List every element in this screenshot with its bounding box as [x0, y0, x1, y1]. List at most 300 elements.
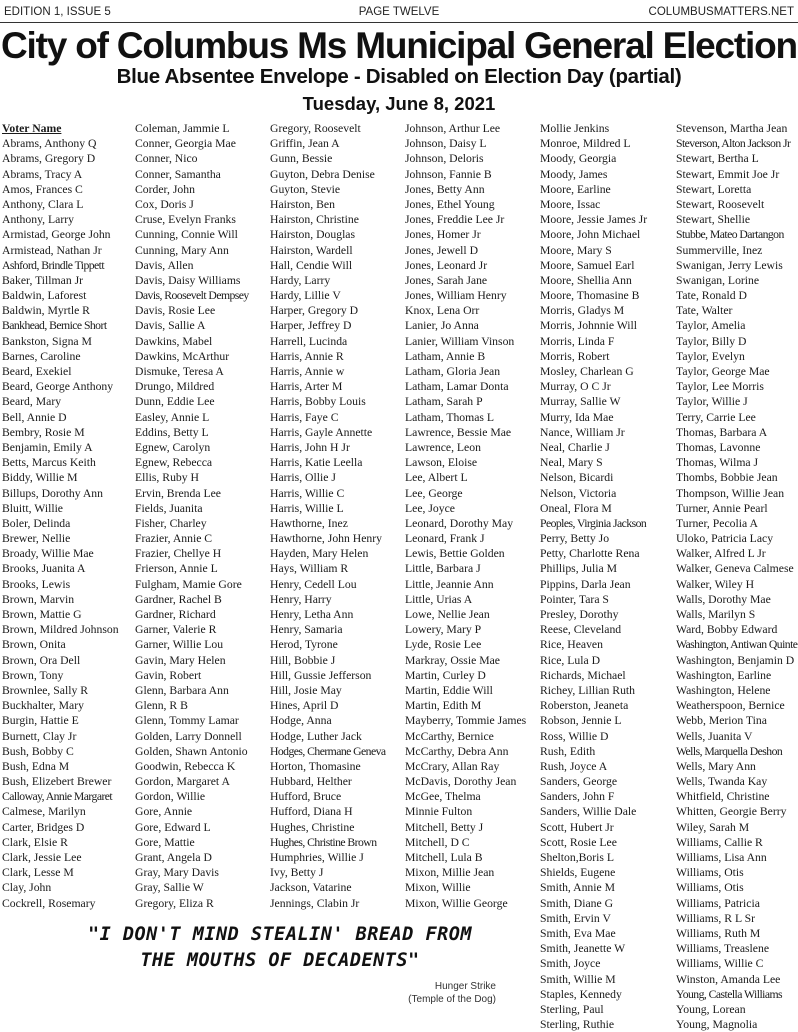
- voter-name: Uloko, Patricia Lacy: [676, 532, 774, 546]
- voter-name: Oneal, Flora M: [540, 501, 612, 515]
- voter-name: Stubbe, Mateo Dartangon: [676, 228, 784, 242]
- voter-name: Shelton,Boris L: [540, 851, 615, 864]
- voter-name: Wells, Mary Ann: [676, 759, 756, 773]
- voter-name: Scott, Hubert Jr: [540, 820, 614, 834]
- voter-name: Hairston, Ben: [270, 197, 335, 211]
- voter-name: Biddy, Willie M: [2, 471, 78, 485]
- voter-name: Abrams, Gregory D: [2, 152, 96, 166]
- voter-name: Gray, Sallie W: [135, 881, 204, 895]
- voter-name: Morris, Gladys M: [540, 304, 625, 318]
- voter-name: Little, Jeannie Ann: [405, 577, 494, 591]
- voter-name: Fields, Juanita: [135, 501, 203, 515]
- voter-name: Lee, Joyce: [405, 501, 455, 515]
- voter-name: Armistad, George John: [2, 228, 111, 242]
- voter-name: Harris, Arter M: [270, 380, 343, 394]
- voter-name: Terry, Carrie Lee: [676, 410, 756, 424]
- voter-name: Conner, Samantha: [135, 167, 221, 181]
- voter-name: Tate, Ronald D: [676, 289, 747, 303]
- voter-name: Harris, John H Jr: [270, 440, 350, 454]
- voter-name: Ward, Bobby Edward: [676, 623, 778, 637]
- voter-name: Glenn, Tommy Lamar: [135, 714, 239, 728]
- voter-name: Brown, Marvin: [2, 592, 75, 606]
- voter-name: Frazier, Chellye H: [135, 547, 222, 561]
- voter-name: Hayden, Mary Helen: [270, 547, 369, 561]
- voter-name: Monroe, Mildred L: [540, 137, 631, 151]
- voter-name: Stevenson, Martha Jean: [676, 122, 788, 135]
- voter-name: Jennings, Clabin Jr: [270, 896, 360, 910]
- voter-name: Harper, Gregory D: [270, 304, 359, 318]
- voter-name: Hughes, Christine Brown: [270, 835, 377, 849]
- voter-name: Washington, Benjamin D: [676, 653, 795, 667]
- voter-name: Garner, Willie Lou: [135, 638, 224, 652]
- voter-name: Anthony, Larry: [2, 213, 74, 227]
- voter-name: Harris, Willie L: [270, 501, 344, 515]
- voter-name: Hill, Bobbie J: [270, 653, 336, 667]
- voter-name: Brooks, Lewis: [2, 577, 71, 591]
- voter-name: Drungo, Mildred: [135, 380, 215, 394]
- voter-name: Beard, George Anthony: [2, 380, 114, 394]
- voter-name: Brown, Tony: [2, 668, 64, 682]
- voter-name: Mixon, Willie: [405, 881, 471, 895]
- voter-name: Harper, Jeffrey D: [270, 319, 352, 333]
- voter-name: Cunning, Mary Ann: [135, 243, 229, 257]
- voter-name: Davis, Sallie A: [135, 319, 206, 333]
- voter-name: Bembry, Rosie M: [2, 425, 85, 439]
- voter-name: Richey, Lillian Ruth: [540, 683, 636, 697]
- voter-name: Markray, Ossie Mae: [405, 653, 500, 667]
- voter-name: Brown, Mildred Johnson: [2, 623, 119, 637]
- voter-name: Lawson, Eloise: [405, 456, 478, 470]
- voter-name: Leonard, Dorothy May: [405, 516, 514, 530]
- voter-name: Brown, Mattie G: [2, 608, 82, 621]
- voter-name: Murray, O C Jr: [540, 380, 611, 394]
- voter-name: Gregory, Eliza R: [135, 896, 214, 910]
- voter-name: Turner, Annie Pearl: [676, 501, 768, 515]
- voter-name: Bush, Edna M: [2, 759, 70, 773]
- voter-name: Bankhead, Bernice Short: [2, 319, 107, 333]
- voter-name: Moody, James: [540, 167, 608, 181]
- voter-name: Easley, Annie L: [135, 410, 210, 424]
- voter-name: Harris, Bobby Louis: [270, 395, 366, 409]
- voter-name: Ellis, Ruby H: [135, 471, 199, 485]
- voter-name: Nelson, Bicardi: [540, 471, 614, 485]
- voter-name: Minnie Fulton: [405, 805, 473, 819]
- voter-name: Sanders, George: [540, 775, 618, 789]
- voter-name: Nance, William Jr: [540, 425, 625, 439]
- voter-name: Bush, Elizebert Brewer: [2, 775, 112, 789]
- voter-name: Williams, Willie C: [676, 957, 764, 971]
- voter-name: Moody, Georgia: [540, 152, 617, 166]
- voter-name: Ross, Willie D: [540, 729, 609, 743]
- quote-song: Hunger Strike: [434, 981, 496, 992]
- voter-name: Staples, Kennedy: [540, 987, 622, 1001]
- voter-name: Grant, Angela D: [135, 851, 212, 864]
- voter-name: Benjamin, Emily A: [2, 440, 93, 454]
- voter-name: Goodwin, Rebecca K: [135, 759, 236, 773]
- voter-name: Gore, Mattie: [135, 835, 195, 849]
- voter-name: Guyton, Debra Denise: [270, 167, 375, 181]
- voter-name: Martin, Eddie Will: [405, 683, 493, 697]
- voter-name: Petty, Charlotte Rena: [540, 547, 640, 561]
- voter-name: Jones, Leonard Jr: [405, 258, 488, 272]
- voter-column-1: [2, 121, 142, 911]
- voter-name: Harris, Ollie J: [270, 471, 336, 485]
- voter-name: Harris, Annie R: [270, 349, 344, 363]
- voter-name: Broady, Willie Mae: [2, 547, 94, 561]
- voter-name: Turner, Pecolia A: [676, 516, 758, 530]
- quote-line-1: "I DON'T MIND STEALIN' BREAD FROM: [87, 924, 473, 945]
- voter-name: Gardner, Rachel B: [135, 592, 222, 606]
- voter-name: Lawrence, Bessie Mae: [405, 425, 512, 439]
- quote-attribution: [330, 980, 496, 1006]
- voter-name: Hubbard, Helther: [270, 775, 352, 789]
- voter-name: Stewart, Roosevelt: [676, 197, 765, 211]
- voter-name: Baldwin, Myrtle R: [2, 304, 90, 318]
- voter-name: Glenn, Barbara Ann: [135, 683, 229, 697]
- voter-name: Leonard, Frank J: [405, 532, 485, 546]
- voter-name: Williams, R L Sr: [676, 911, 755, 925]
- voter-name: Ashford, Brindle Tippett: [2, 258, 105, 272]
- voter-name: Hairston, Wardell: [270, 243, 353, 257]
- voter-name: Taylor, Lee Morris: [676, 380, 764, 394]
- voter-name: Peoples, Virginia Jackson: [540, 516, 647, 530]
- voter-name: Fisher, Charley: [135, 516, 207, 530]
- voter-name: Davis, Rosie Lee: [135, 304, 216, 318]
- voter-name: Whitfield, Christine: [676, 790, 770, 804]
- quote-band: (Temple of the Dog): [408, 994, 496, 1005]
- pull-quote: [45, 922, 515, 974]
- voter-name: Betts, Marcus Keith: [2, 456, 96, 470]
- voter-name: Harris, Annie w: [270, 365, 345, 378]
- voter-name: Mitchell, Lula B: [405, 851, 483, 864]
- voter-name: Corder, John: [135, 182, 195, 196]
- voter-name: Taylor, George Mae: [676, 365, 770, 378]
- voter-name: Rush, Edith: [540, 744, 596, 758]
- voter-name: McCarthy, Debra Ann: [405, 744, 509, 758]
- voter-name: Sanders, John F: [540, 790, 615, 804]
- voter-name: Ivy, Betty J: [270, 866, 324, 880]
- voter-name: Frazier, Annie C: [135, 532, 213, 546]
- voter-name: Moore, Earline: [540, 182, 611, 196]
- voter-name: Brewer, Nellie: [2, 532, 71, 546]
- voter-name: Humphries, Willie J: [270, 851, 364, 864]
- voter-name: Mitchell, D C: [405, 835, 470, 849]
- voter-name: McGee, Thelma: [405, 790, 481, 804]
- voter-name: Summerville, Inez: [676, 243, 763, 257]
- voter-name: Johnson, Deloris: [405, 152, 484, 166]
- voter-name: Hodges, Chermane Geneva: [270, 744, 386, 758]
- voter-name: Hufford, Diana H: [270, 805, 353, 819]
- voter-name: Fulgham, Mamie Gore: [135, 577, 242, 591]
- voter-name: Mayberry, Tommie James: [405, 714, 527, 728]
- voter-name: Smith, Ervin V: [540, 911, 611, 925]
- page-header-bar: [0, 0, 798, 22]
- voter-name: Jones, Freddie Lee Jr: [405, 213, 505, 227]
- voter-name: Moore, Jessie James Jr: [540, 213, 648, 227]
- voter-name: Roberston, Jeaneta: [540, 699, 629, 713]
- voter-name: Martin, Edith M: [405, 699, 482, 713]
- voter-name: Washington, Antiwan Quinte: [676, 638, 798, 652]
- voter-name: Williams, Callie R: [676, 835, 763, 849]
- voter-name: Latham, Sarah P: [405, 395, 483, 409]
- voter-name: Harris, Katie Leella: [270, 456, 363, 470]
- voter-name: Rush, Joyce A: [540, 759, 608, 773]
- voter-name: Griffin, Jean A: [270, 137, 340, 151]
- voter-name: Lanier, Jo Anna: [405, 319, 479, 333]
- voter-name: Walls, Dorothy Mae: [676, 592, 771, 606]
- voter-name: Moore, Shellia Ann: [540, 273, 632, 287]
- voter-name: McDavis, Dorothy Jean: [405, 775, 517, 789]
- voter-name: Glenn, R B: [135, 699, 188, 713]
- voter-name: Davis, Allen: [135, 258, 194, 272]
- voter-name: Thompson, Willie Jean: [676, 486, 785, 500]
- voter-name: Clark, Elsie R: [2, 835, 68, 849]
- voter-name: Rice, Heaven: [540, 638, 603, 652]
- voter-name: Swanigan, Jerry Lewis: [676, 258, 783, 272]
- voter-name: Jackson, Vatarine: [270, 881, 352, 895]
- voter-name: Winston, Amanda Lee: [676, 972, 781, 986]
- voter-name: Eddins, Betty L: [135, 425, 209, 439]
- voter-name: Whitten, Georgie Berry: [676, 805, 787, 819]
- voter-name: Rice, Lula D: [540, 653, 601, 667]
- voter-name: Brown, Ora Dell: [2, 653, 81, 667]
- voter-name: Stewart, Bertha L: [676, 152, 759, 166]
- voter-name: Abrams, Tracy A: [2, 167, 83, 181]
- voter-name: Gardner, Richard: [135, 608, 216, 621]
- voter-name: Pippins, Darla Jean: [540, 577, 631, 591]
- voter-name: Williams, Otis: [676, 866, 744, 880]
- voter-name: Steverson, Alton Jackson Jr: [676, 137, 791, 151]
- voter-name: Gavin, Mary Helen: [135, 653, 226, 667]
- voter-name: Washington, Earline: [676, 668, 772, 682]
- voter-name: Pointer, Tara S: [540, 592, 609, 606]
- voter-name: Burnett, Clay Jr: [2, 729, 77, 743]
- voter-name: Shields, Eugene: [540, 866, 616, 880]
- voter-name: Phillips, Julia M: [540, 562, 617, 576]
- voter-name: Clark, Lesse M: [2, 866, 74, 880]
- voter-name: Jones, Homer Jr: [405, 228, 481, 242]
- voter-name: Henry, Letha Ann: [270, 608, 354, 621]
- voter-name: Thomas, Barbara A: [676, 425, 768, 439]
- voter-name: Smith, Jeanette W: [540, 942, 626, 956]
- voter-name: Cunning, Connie Will: [135, 228, 238, 242]
- page-title: City of Columbus Ms Municipal General Election: [1, 25, 797, 66]
- voter-name: Horton, Thomasine: [270, 759, 361, 773]
- voter-name: Lewis, Bettie Golden: [405, 547, 505, 561]
- voter-name: Washington, Helene: [676, 683, 771, 697]
- voter-name: Dawkins, McArthur: [135, 349, 230, 363]
- voter-name: Knox, Lena Orr: [405, 304, 480, 318]
- voter-name: Williams, Patricia: [676, 896, 760, 910]
- voter-name: Hardy, Larry: [270, 273, 331, 287]
- voter-name: Young, Lorean: [676, 1002, 746, 1016]
- voter-name: Wells, Twanda Kay: [676, 775, 768, 789]
- voter-name: Lowery, Mary P: [405, 623, 482, 637]
- voter-name: McCrary, Allan Ray: [405, 759, 500, 773]
- voter-name: Neal, Charlie J: [540, 440, 610, 454]
- voter-name: Hawthorne, Inez: [270, 516, 348, 530]
- voter-name: Morris, Robert: [540, 349, 610, 363]
- voter-name: Williams, Lisa Ann: [676, 851, 767, 864]
- voter-name: Billups, Dorothy Ann: [2, 486, 103, 500]
- voter-name: Moore, Issac: [540, 197, 601, 211]
- voter-name: Little, Urias A: [405, 592, 473, 606]
- voter-name: Golden, Larry Donnell: [135, 729, 242, 743]
- voter-name: Henry, Samaria: [270, 623, 343, 637]
- voter-name: Garner, Valerie R: [135, 623, 217, 637]
- voter-name: Smith, Eva Mae: [540, 926, 616, 940]
- voter-name: Frierson, Annie L: [135, 562, 218, 576]
- voter-name: Williams, Treaslene: [676, 942, 770, 956]
- voter-name: Robson, Jennie L: [540, 714, 622, 728]
- voter-name: Hufford, Bruce: [270, 790, 342, 804]
- voter-name: Hawthorne, John Henry: [270, 532, 382, 546]
- voter-column-4: [405, 121, 545, 911]
- site-url: COLUMBUSMATTERS.NET: [648, 6, 794, 18]
- quote-line-2: THE MOUTHS OF DECADENTS": [140, 950, 420, 971]
- voter-name: Wells, Marquella Deshon: [676, 744, 783, 758]
- voter-name: Swanigan, Lorine: [676, 273, 760, 287]
- voter-name: Smith, Diane G: [540, 896, 614, 910]
- voter-column-5: [540, 121, 680, 1032]
- voter-name: Lee, George: [405, 486, 463, 500]
- voter-name: Thombs, Bobbie Jean: [676, 471, 778, 485]
- voter-name: Gregory, Roosevelt: [270, 122, 361, 135]
- voter-name: Hill, Gussie Jefferson: [270, 668, 372, 682]
- voter-name: Walls, Marilyn S: [676, 608, 756, 621]
- voter-name: Stewart, Loretta: [676, 182, 752, 196]
- voter-name: Guyton, Stevie: [270, 182, 341, 196]
- voter-name: Beard, Exekiel: [2, 365, 72, 378]
- voter-name: Sterling, Paul: [540, 1002, 604, 1016]
- voter-name: Walker, Alfred L Jr: [676, 547, 766, 561]
- voter-name: Golden, Shawn Antonio: [135, 744, 248, 758]
- voter-name: Murry, Ida Mae: [540, 410, 614, 424]
- voter-name: Smith, Annie M: [540, 881, 616, 895]
- voter-name: Amos, Frances C: [2, 182, 83, 196]
- voter-name: Cockrell, Rosemary: [2, 896, 96, 910]
- voter-name: Latham, Lamar Donta: [405, 380, 509, 394]
- voter-name: Clay, John: [2, 881, 52, 895]
- voter-name: Cox, Doris J: [135, 197, 194, 211]
- voter-name: Gore, Edward L: [135, 820, 211, 834]
- voter-name: Thomas, Lavonne: [676, 440, 761, 454]
- voter-name: Lee, Albert L: [405, 471, 468, 485]
- voter-name: Ervin, Brenda Lee: [135, 486, 221, 500]
- voter-name: Gordon, Willie: [135, 790, 206, 804]
- voter-name: Egnew, Rebecca: [135, 456, 213, 470]
- voter-name: Gunn, Bessie: [270, 152, 333, 166]
- voter-name: Moore, John Michael: [540, 228, 641, 242]
- voter-name: Gordon, Margaret A: [135, 775, 230, 789]
- voter-name: Latham, Gloria Jean: [405, 365, 501, 378]
- voter-name: Latham, Annie B: [405, 349, 486, 363]
- voter-name: Gore, Annie: [135, 805, 193, 819]
- voter-name: Hodge, Luther Jack: [270, 729, 362, 743]
- voter-name: Walker, Geneva Calmese: [676, 562, 794, 576]
- voter-name: Jones, Betty Ann: [405, 182, 485, 196]
- voter-name: Calloway, Annie Margaret: [2, 790, 113, 804]
- voter-name: Brooks, Juanita A: [2, 562, 86, 576]
- voter-name: Abrams, Anthony Q: [2, 137, 97, 151]
- voter-name: Lowe, Nellie Jean: [405, 608, 490, 621]
- voter-name: Dawkins, Mabel: [135, 334, 213, 348]
- voter-name: Hodge, Anna: [270, 714, 332, 728]
- voter-name: Thomas, Wilma J: [676, 456, 759, 470]
- voter-name: Herod, Tyrone: [270, 638, 338, 652]
- voter-name: Gavin, Robert: [135, 668, 202, 682]
- voter-name: Williams, Otis: [676, 881, 744, 895]
- voter-name: Hill, Josie May: [270, 683, 342, 697]
- voter-name: Davis, Roosevelt Dempsey: [135, 289, 249, 303]
- voter-name: Johnson, Fannie B: [405, 167, 492, 181]
- voter-name: Young, Castella Williams: [676, 987, 783, 1001]
- voter-name: Dismuke, Teresa A: [135, 365, 224, 378]
- voter-name: Anthony, Clara L: [2, 197, 84, 211]
- voter-name: Wiley, Sarah M: [676, 820, 750, 834]
- voter-name: Murray, Sallie W: [540, 395, 621, 409]
- election-date: Tuesday, June 8, 2021: [302, 93, 496, 114]
- voter-name: Baker, Tillman Jr: [2, 273, 84, 287]
- voter-name: Brown, Onita: [2, 638, 66, 652]
- voter-name: Moore, Mary S: [540, 243, 612, 257]
- voter-name: Smith, Joyce: [540, 957, 601, 971]
- voter-name: Clark, Jessie Lee: [2, 851, 82, 864]
- voter-name: Cruse, Evelyn Franks: [135, 213, 236, 227]
- voter-name: Bankston, Signa M: [2, 334, 92, 348]
- voter-name: Buckhalter, Mary: [2, 699, 84, 713]
- voter-name: Lanier, William Vinson: [405, 334, 515, 348]
- voter-name: Taylor, Billy D: [676, 334, 747, 348]
- voter-name: Jones, William Henry: [405, 289, 507, 303]
- page-subtitle: Blue Absentee Envelope - Disabled on Election Day (partial): [116, 65, 682, 88]
- voter-name: Morris, Johnnie Will: [540, 319, 638, 333]
- voter-name: Bush, Bobby C: [2, 744, 74, 758]
- voter-name: Walker, Wiley H: [676, 577, 755, 591]
- voter-name: Harris, Gayle Annette: [270, 425, 373, 439]
- voter-name: Hall, Cendie Will: [270, 258, 353, 272]
- voter-name: Harrell, Lucinda: [270, 334, 348, 348]
- voter-name: Mollie Jenkins: [540, 122, 610, 135]
- voter-name: Sterling, Ruthie: [540, 1018, 615, 1032]
- page-number-label: PAGE TWELVE: [358, 6, 440, 18]
- voter-name: Johnson, Arthur Lee: [405, 122, 501, 135]
- voter-name: Moore, Samuel Earl: [540, 258, 635, 272]
- header-divider: [0, 22, 798, 23]
- voter-name: Mixon, Millie Jean: [405, 866, 495, 880]
- voter-name: Stewart, Shellie: [676, 213, 751, 227]
- voter-name: Mitchell, Betty J: [405, 820, 484, 834]
- voter-name: Wells, Juanita V: [676, 729, 753, 743]
- voter-name: Taylor, Willie J: [676, 395, 748, 409]
- voter-name: Johnson, Daisy L: [405, 137, 487, 151]
- voter-column-6: [676, 121, 798, 1032]
- voter-name: Presley, Dorothy: [540, 608, 619, 621]
- voter-name: Conner, Nico: [135, 152, 198, 166]
- voter-name: Egnew, Carolyn: [135, 440, 211, 454]
- voter-name: Mosley, Charlean G: [540, 365, 634, 378]
- voter-list-header: Voter Name: [2, 122, 62, 135]
- voter-name: Mixon, Willie George: [405, 896, 508, 910]
- voter-name: Dunn, Eddie Lee: [135, 395, 215, 409]
- voter-name: Gray, Mary Davis: [135, 866, 219, 880]
- voter-name: Latham, Thomas L: [405, 410, 495, 424]
- voter-name: Little, Barbara J: [405, 562, 481, 576]
- voter-name: Tate, Walter: [676, 304, 733, 318]
- voter-name: Armistead, Nathan Jr: [2, 243, 102, 257]
- voter-name: Lawrence, Leon: [405, 440, 481, 454]
- voter-column-2: [135, 121, 275, 911]
